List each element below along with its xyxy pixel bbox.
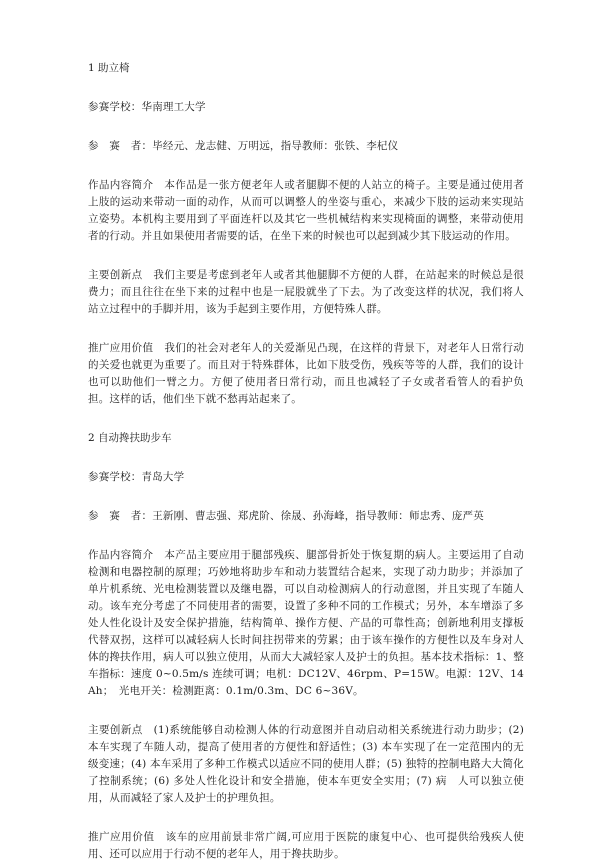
section-1-value: 推广应用价值 我们的社会对老年人的关爱渐见凸现，在这样的背景下，对老年人日常行动的关爱也就更为重要了。而且对于特殊群体，比如下肢受伤，残疾等等的人群，我们的设计也可以助他们一臂之力。方便了使用者日常行动，而且也减轻了子女或者看管人的看护负担。这样的话，他们坐下就不愁再站起来了。 bbox=[88, 342, 524, 405]
section-2-authors: 参 赛 者：王新刚、曹志强、郑虎阶、徐晟、孙海峰，指导教师：师忠秀、庞严英 bbox=[88, 510, 484, 522]
section-1-authors: 参 赛 者：毕经元、龙志健、万明远，指导教师：张铁、李杞仪 bbox=[88, 140, 399, 152]
section-1-innovation: 主要创新点 我们主要是考虑到老年人或者其他腿脚不方便的人群，在站起来的时候总是很费力；而且往往在坐下来的过程中也是一屁股就坐了下去。为了改变这样的状况，我们将人站立过程中的手脚并用，该为手起到主要作用，方便特殊人群。 bbox=[88, 269, 524, 315]
section-2-value: 推广应用价值 该车的应用前景非常广阔,可应用于医院的康复中心、也可提供给残疾人使用、还可以应用于行动不便的老年人，用于搀扶助步。 bbox=[88, 831, 524, 860]
section-2-heading: 2 自动搀扶助步车 bbox=[88, 432, 172, 444]
section-2-school: 参赛学校：青岛大学 bbox=[88, 471, 185, 483]
section-1-heading: 1 助立椅 bbox=[88, 62, 130, 74]
section-1-intro: 作品内容简介 本作品是一张方便老年人或者腿脚不便的人站立的椅子。主要是通过使用者上肢的运动来带动一面的动作，从而可以调整人的坐姿与重心，来减少下肢的运动来实现站立姿势。本机构主要用到了平面连杆以及其它一些机械结构来实现椅面的调整，来带动使用者的行动。并且如果使用者需要的话，在坐下来的时候也可以起到减少其下肢运动的作用。 bbox=[88, 179, 524, 242]
section-1-school: 参赛学校：华南理工大学 bbox=[88, 101, 206, 113]
section-2-intro: 作品内容简介 本产品主要应用于腿部残疾、腿部骨折处于恢复期的病人。主要运用了自动检测和电器控制的原理；巧妙地将助步车和动力装置结合起来，实现了动力助步；并添加了单片机系统、光电检测装置以及继电器，可以自动检测病人的行动意图，并且实现了车随人动。该车充分考虑了不同使用者的需要，设置了多种不同的工作模式；另外，本车增添了多处人性化设计及安全保护措施，结构简单、操作方便、产品的可靠性高；创新地利用支撑板代替双拐，这样可以减轻病人长时间拄拐带来的劳累；由于该车操作的方便性以及车身对人体的搀扶作用，病人可以独立使用，从而大大减轻家人及护士的负担。基本技术指标：1、整车指标：速度 0~0.5m/s 连续可调；电机：DC12V、46rpm、P=15W。电源：12V、14Ah； 光电开关：检测距离：0.1m/0.3m、DC 6~36V。 bbox=[88, 549, 524, 697]
section-2-innovation: 主要创新点 (1)系统能够自动检测人体的行动意图并自动启动相关系统进行动力助步；(2)本车实现了车随人动，提高了使用者的方便性和舒适性；(3) 本车实现了在一定范围内的无级变速；(4) 本车采用了多种工作模式以适应不同的使用人群；(5) 独特的控制电路大大简化了控制系统；(6) 多处人性化设计和安全措施，使本车更安全实用；(7) 病 人可以独立使用，从而减轻了家人及护士的护理负担。 bbox=[88, 724, 524, 804]
